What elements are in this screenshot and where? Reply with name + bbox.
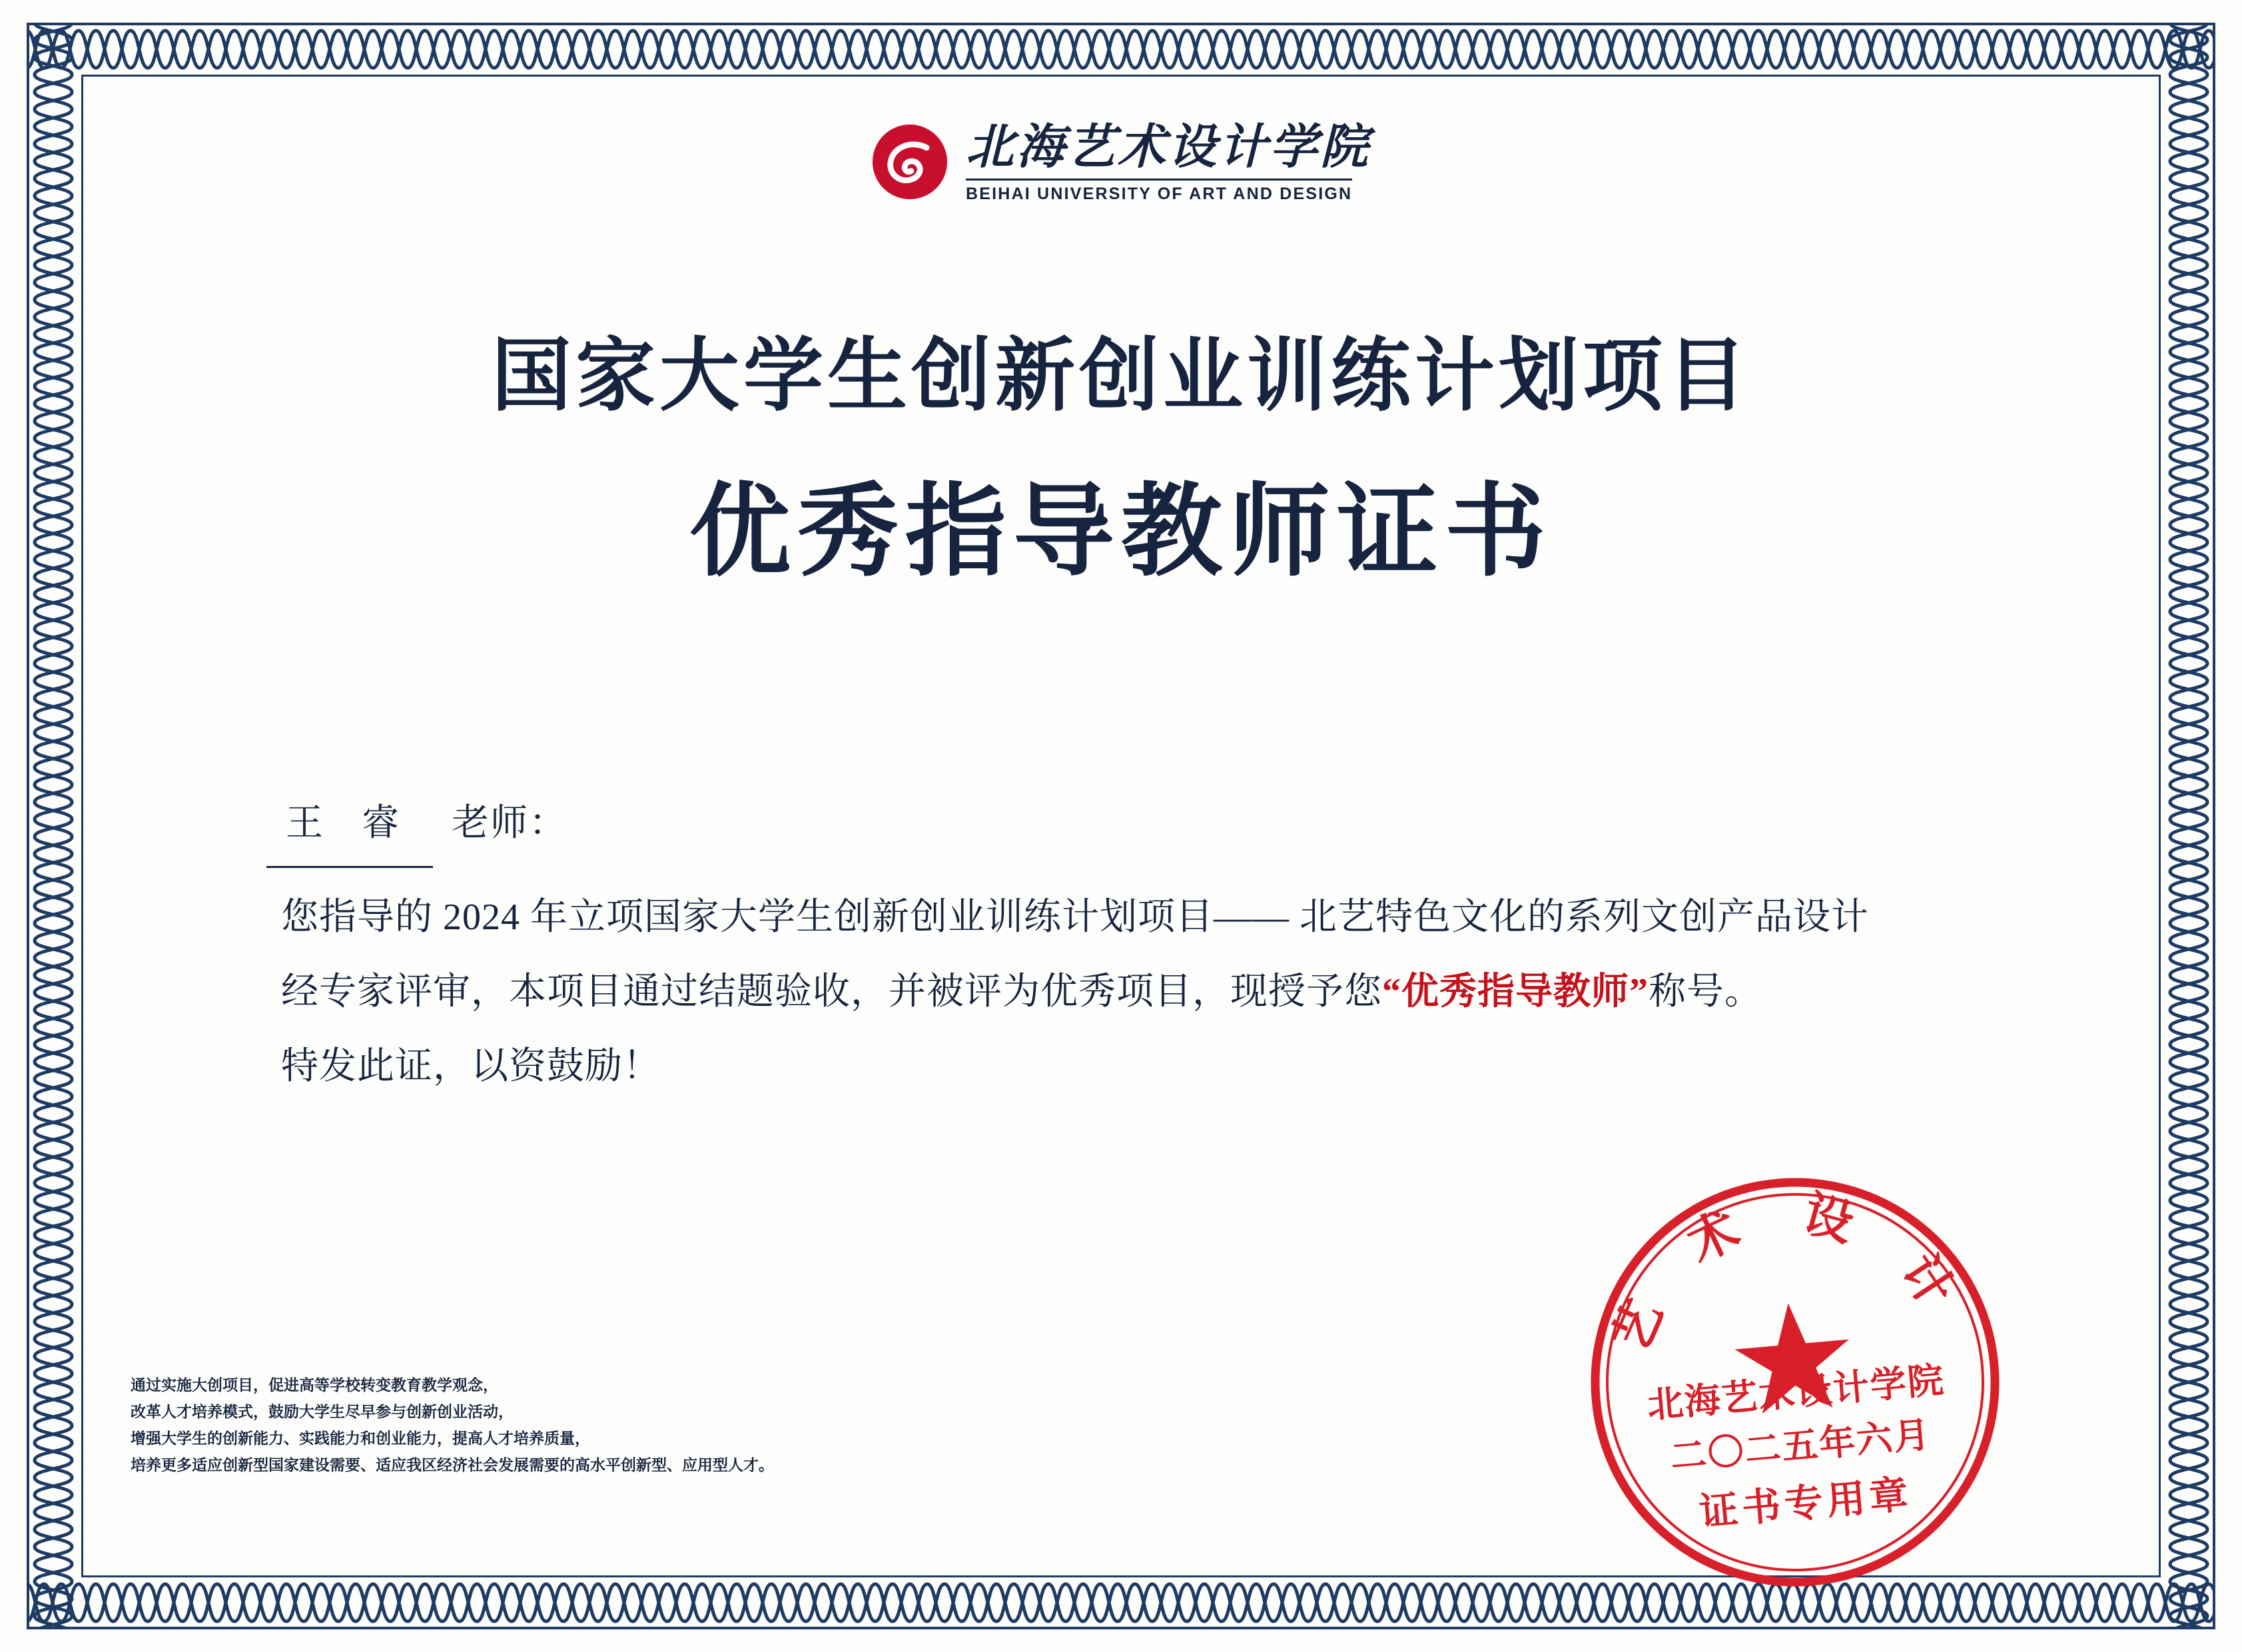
footnote-line-1: 通过实施大创项目，促进高等学校转变教育教学观念， — [131, 1377, 498, 1394]
body-line-2 — [266, 955, 2012, 1029]
certificate-body — [266, 786, 2012, 1104]
footnote-line-4: 培养更多适应创新型国家建设需要、适应我区经济社会发展需要的高水平创新型、应用型人才。 — [131, 1457, 774, 1473]
official-seal — [1568, 1155, 2023, 1610]
footnote-line-3: 增强大学生的创新能力、实践能力和创业能力，提高人才培养质量， — [131, 1430, 590, 1447]
seal-date: 二〇二五年六月 — [1669, 1414, 1933, 1477]
footnote-block — [131, 1372, 1130, 1479]
body-line-3: 特发此证，以资鼓励！ — [281, 1046, 661, 1087]
body-paragraph — [266, 880, 2012, 1104]
body-line-2-suffix: 称号。 — [1649, 971, 1762, 1013]
institution-header — [0, 120, 2242, 204]
footnote-line-2: 改革人才培养模式，鼓励大学生尽早参与创新创业活动， — [131, 1404, 514, 1420]
swirl-logo-icon — [871, 123, 948, 201]
svg-text:艺 术 设 计: 艺 术 设 计 — [1603, 1186, 1976, 1360]
honor-title: “优秀指导教师” — [1382, 971, 1649, 1013]
certificate-title-line2: 优秀指导教师证书 — [689, 476, 1553, 588]
body-line-1: 您指导的 2024 年立项国家大学生创新创业训练计划项目—— 北艺特色文化的系列文创产品设计 — [281, 897, 1869, 938]
institution-name-en: BEIHAI UNIVERSITY OF ART AND DESIGN — [965, 184, 1353, 203]
recipient-name: 王 睿 — [266, 786, 433, 868]
seal-kind: 证书专用章 — [1697, 1472, 1914, 1535]
recipient-line — [266, 786, 2012, 868]
institution-name-cn: 北海艺术设计学院 — [965, 121, 1371, 174]
logo-divider — [966, 179, 1352, 181]
recipient-suffix: 老师： — [452, 803, 567, 844]
body-line-2-prefix: 经专家评审，本项目通过结题验收，并被评为优秀项目，现授予您 — [281, 971, 1382, 1013]
seal-organization: 北海艺术设计学院 — [1645, 1360, 1947, 1426]
certificate-title-line1: 国家大学生创新创业训练计划项目 — [492, 332, 1750, 420]
